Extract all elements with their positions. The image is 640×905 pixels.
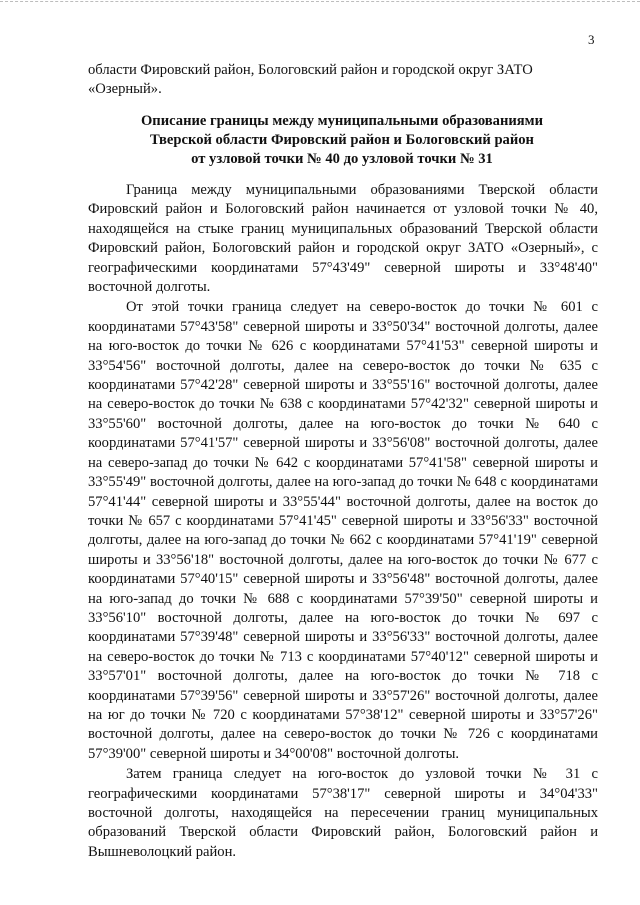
paragraph-route-points: От этой точки граница следует на северо-восток до точки № 601 с координатами 57°43'58" северной широты и 33°50'34" восточной долготы, далее на юго-восток до точки № 626 с координатами 57°41'53" северной широты и 33°54'56" восточной долготы, далее на северо-восток до точки № 635 с координатами 57°42'28" северной широты и 33°55'16" восточной долготы, далее на северо-восток до точки № 638 с координатами 57°42'32" северной широты и 33°55'60" восточной долготы, далее на юго-восток до точки № 640 с координатами 57°41'57" северной широты и 33°56'08" восточной долготы, далее на северо-запад до точки № 642 с координатами 57°41'58" северной широты и 33°55'49" восточной долготы, далее на юго-запад до точки № 648 с координатами 57°41'44" северной широты и 33°55'44" восточной долготы, далее на восток до точки № 657 с координатами 57°41'45" северной широты и 33°56'33" восточной долготы, далее на юго-запад до точки № 662 с координатами 57°41'19" северной широты и 33°56'18" восточной долготы, далее на юго-восток до точки № 677 с координатами 57°40'15" северной широты и 33°56'48" восточной долготы, далее на юго-запад до точки № 688 с координатами 57°39'50" северной широты и 33°56'10" восточной долготы, далее на юго-восток до точки № 697 с координатами 57°39'48" северной широты и 33°56'33" восточной долготы, далее на северо-восток до точки № 713 с координатами 57°40'12" северной широты и 33°57'01" восточной долготы, далее на юго-восток до точки № 718 с координатами 57°39'56" северной широты и 33°57'26" восточной долготы, далее на юг до точки № 720 с координатами 57°38'12" северной широты и 33°57'26" восточной долготы, далее на северо-восток до точки № 726 с координатами 57°39'00" северной широты и 34°00'08" восточной долготы. <box>88 299 598 762</box>
section-heading <box>88 112 596 169</box>
scan-edge-line <box>0 1 640 2</box>
paragraph-end-point: Затем граница следует на юго-восток до узловой точки № 31 с географическими координатами 57°38'17" северной широты и 34°04'33" восточной долготы, находящейся на пересечении границ муниципальных образований Тверской области Фировский район, Бологовский район и Вышневолоцкий район. <box>88 766 598 860</box>
page-number: 3 <box>588 32 595 47</box>
heading-line: Описание границы между муниципальными образованиями <box>140 113 544 129</box>
intro-text: области Фировский район, Бологовский район и городской округ ЗАТО «Озерный». <box>88 62 533 97</box>
heading-line: Тверской области Фировский район и Бологовский район <box>150 132 534 148</box>
heading-line: от узловой точки № 40 до узловой точки № 31 <box>191 151 493 167</box>
paragraph-start-point: Граница между муниципальными образованиями Тверской области Фировский район и Бологовский район начинается от узловой точки № 40, находящейся на стыке границ муниципальных образований Тверской области Фировский район, Бологовский район и городской округ ЗАТО «Озерный», с географическими координатами 57°43'49" северной широты и 33°48'40" восточной долготы. <box>88 182 598 296</box>
document-body <box>88 181 598 862</box>
